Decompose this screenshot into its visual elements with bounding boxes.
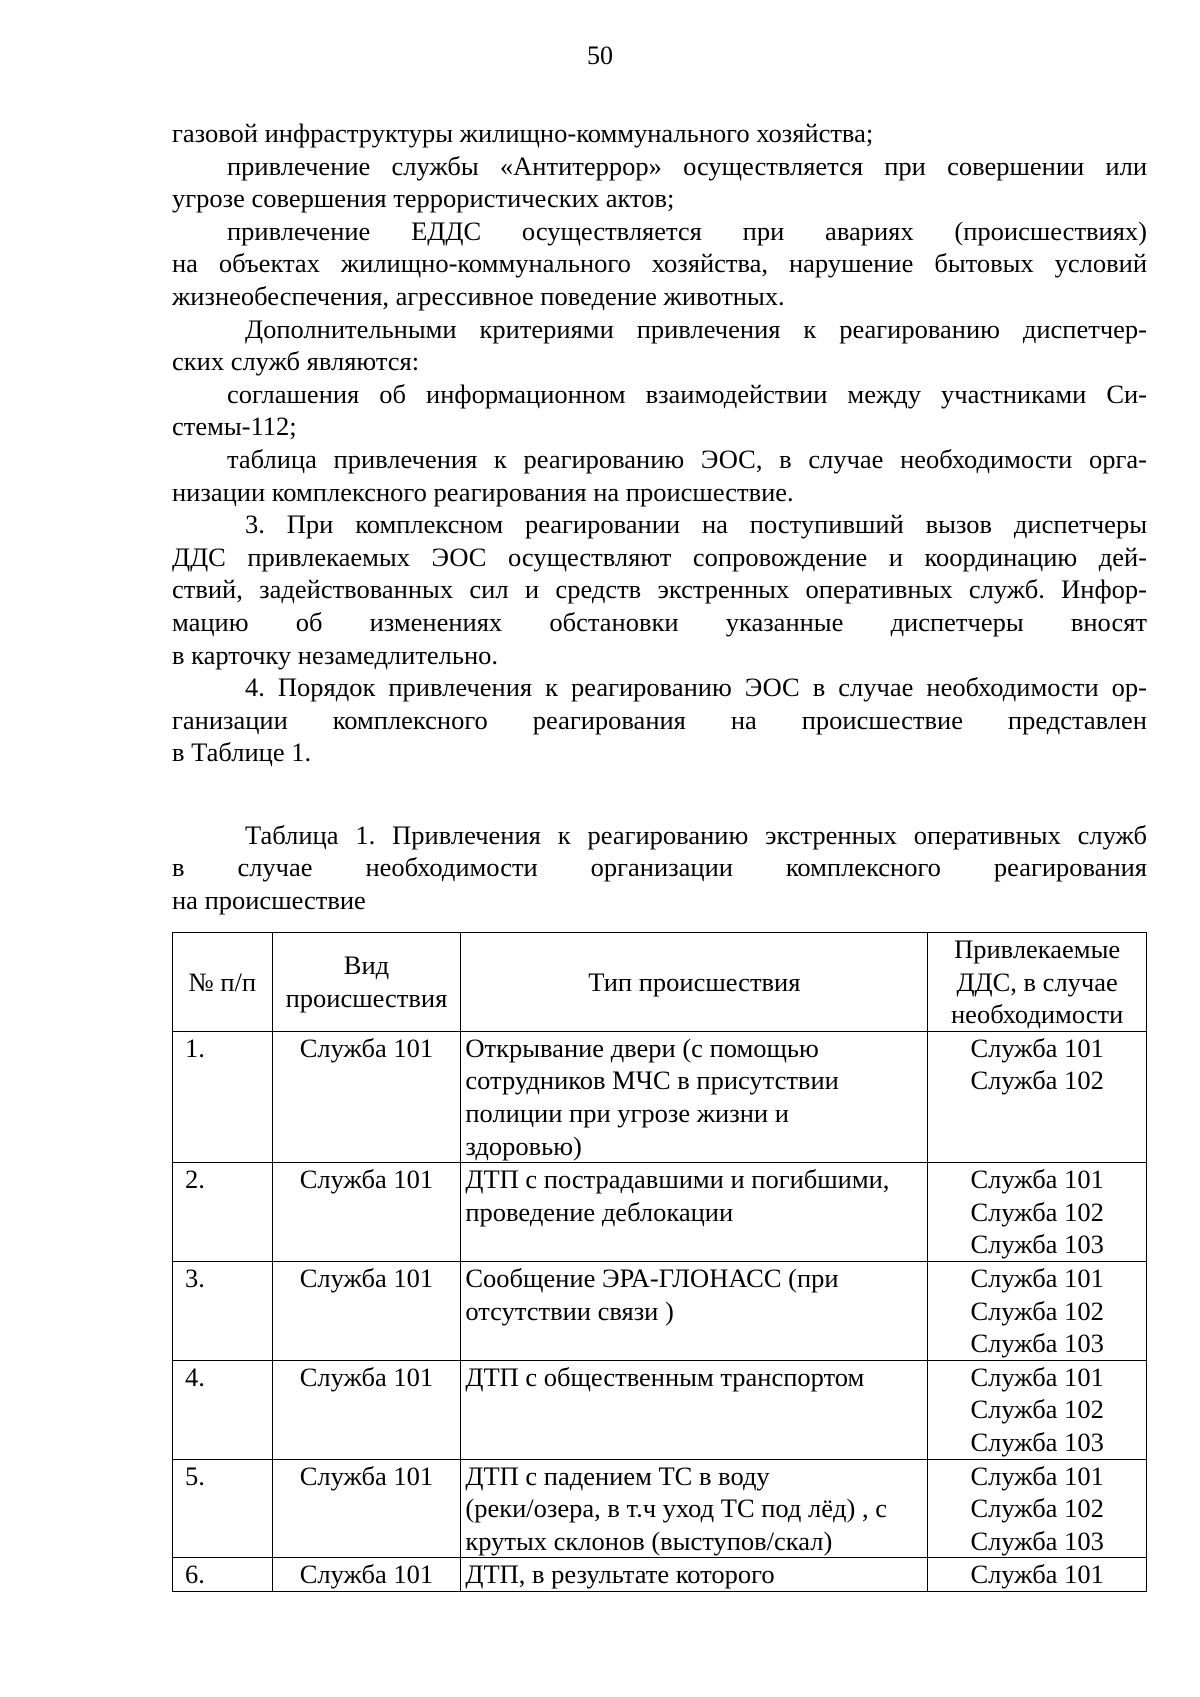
paragraph-line: соглашения об информационном взаимодействии между участниками Си- xyxy=(227,378,1147,409)
row-kind: Служба 101 xyxy=(272,1360,461,1459)
paragraph-line: таблица привлечения к реагированию ЭОС, в случае необходимости орга- xyxy=(227,443,1147,474)
row-type-line: сотрудников МЧС в присутствии xyxy=(465,1065,839,1096)
row-dds-line: Служба 103 xyxy=(970,1426,1104,1457)
row-type xyxy=(461,1031,928,1162)
row-dds-line: Служба 101 xyxy=(970,1032,1104,1063)
row-type-line: крутых склонов (выступов/скал) xyxy=(465,1525,833,1556)
row-type-line: ДТП с падением ТС в воду xyxy=(465,1460,770,1491)
row-type-line: проведение деблокации xyxy=(465,1196,734,1227)
header-kind-line: происшествия xyxy=(285,982,448,1013)
row-dds-line: Служба 102 xyxy=(970,1394,1104,1425)
row-dds-line: Служба 103 xyxy=(970,1328,1104,1359)
row-type-line: ДТП, в результате которого xyxy=(465,1559,775,1590)
row-kind: Служба 101 xyxy=(272,1031,461,1162)
paragraph-line: жизнеобеспечения, агрессивное поведение животных. xyxy=(172,280,785,311)
paragraph-line: в карточку незамедлительно. xyxy=(172,639,499,670)
row-number: 2. xyxy=(173,1163,273,1262)
row-type xyxy=(461,1558,928,1592)
row-number: 3. xyxy=(173,1261,273,1360)
row-type-line: здоровью) xyxy=(465,1130,582,1161)
page-number: 50 xyxy=(587,41,613,70)
table-row xyxy=(173,1163,1147,1262)
paragraph-line: стемы-112; xyxy=(172,411,297,442)
table-caption-line: в случае необходимости организации комплексного реагирования xyxy=(172,852,1147,883)
paragraph-line: Дополнительными критериями привлечения к реагированию диспетчер- xyxy=(245,313,1147,344)
paragraph-line: ских служб являются: xyxy=(172,346,420,377)
row-number: 1. xyxy=(173,1031,273,1162)
row-dds-line: Служба 103 xyxy=(970,1229,1104,1260)
paragraph-line: 3. При комплексном реагировании на поступивший вызов диспетчеры xyxy=(245,509,1147,540)
table-caption-line: на происшествие xyxy=(172,885,366,916)
header-num: № п/п xyxy=(173,933,273,1032)
document-body xyxy=(172,117,1147,917)
paragraph-line: на объектах жилищно-коммунального хозяйства, нарушение бытовых условий xyxy=(172,248,1147,279)
row-dds xyxy=(928,1558,1147,1592)
row-dds xyxy=(928,1360,1147,1459)
row-type-line: ДТП с пострадавшими и погибшими, xyxy=(465,1164,890,1195)
paragraph-line: ганизации комплексного реагирования на происшествие представлен xyxy=(172,704,1147,735)
table-header-row xyxy=(173,933,1147,1032)
services-table xyxy=(172,932,1147,1592)
row-kind: Служба 101 xyxy=(272,1261,461,1360)
paragraph-line: угрозе совершения террористических актов; xyxy=(172,183,675,214)
header-kind-line: Вид xyxy=(343,950,390,981)
paragraph-line: ствий, задействованных сил и средств экстренных оперативных служб. Инфор- xyxy=(172,574,1147,605)
row-dds-line: Служба 101 xyxy=(970,1164,1104,1195)
row-dds-line: Служба 102 xyxy=(970,1196,1104,1227)
row-type-line: полиции при угрозе жизни и xyxy=(465,1097,789,1128)
row-type-line: Сообщение ЭРА-ГЛОНАСС (при xyxy=(465,1262,839,1293)
row-dds-line: Служба 101 xyxy=(970,1559,1104,1590)
row-number: 4. xyxy=(173,1360,273,1459)
row-dds xyxy=(928,1163,1147,1262)
row-dds-line: Служба 103 xyxy=(970,1525,1104,1556)
paragraph-line: 4. Порядок привлечения к реагированию ЭОС в случае необходимости ор- xyxy=(245,672,1147,703)
row-type-line: отсутствии связи ) xyxy=(465,1295,674,1326)
row-dds xyxy=(928,1459,1147,1558)
row-kind: Служба 101 xyxy=(272,1459,461,1558)
paragraph-line: низации комплексного реагирования на происшествие. xyxy=(172,476,794,507)
row-dds-line: Служба 102 xyxy=(970,1493,1104,1524)
header-dds-line: ДДС, в случае xyxy=(956,966,1118,997)
row-dds-line: Служба 101 xyxy=(970,1460,1104,1491)
paragraph-line: в Таблице 1. xyxy=(172,737,312,768)
paragraph-line: привлечение службы «Антитеррор» осуществляется при совершении или xyxy=(227,150,1147,181)
table-row xyxy=(173,1558,1147,1592)
row-dds-line: Служба 102 xyxy=(970,1295,1104,1326)
table-caption-line: Таблица 1. Привлечения к реагированию экстренных оперативных служб xyxy=(245,819,1147,850)
header-type: Тип происшествия xyxy=(461,933,928,1032)
row-kind: Служба 101 xyxy=(272,1163,461,1262)
row-type xyxy=(461,1360,928,1459)
row-dds-line: Служба 101 xyxy=(970,1262,1104,1293)
table-row xyxy=(173,1360,1147,1459)
row-dds xyxy=(928,1031,1147,1162)
header-kind xyxy=(272,933,461,1032)
row-number: 6. xyxy=(173,1558,273,1592)
row-number: 5. xyxy=(173,1459,273,1558)
row-dds-line: Служба 102 xyxy=(970,1065,1104,1096)
row-dds-line: Служба 101 xyxy=(970,1361,1104,1392)
row-type xyxy=(461,1459,928,1558)
table-row xyxy=(173,1459,1147,1558)
paragraph-line: мацию об изменениях обстановки указанные диспетчеры вносят xyxy=(172,606,1147,637)
paragraph-line: ДДС привлекаемых ЭОС осуществляют сопровождение и координацию дей- xyxy=(172,541,1147,572)
paragraph-line: газовой инфраструктуры жилищно-коммунального хозяйства; xyxy=(172,118,874,148)
row-type-line: Открывание двери (с помощью xyxy=(465,1032,819,1063)
table-body xyxy=(173,1031,1147,1591)
row-dds xyxy=(928,1261,1147,1360)
header-dds-line: Привлекаемые xyxy=(954,934,1121,964)
table-row xyxy=(173,1031,1147,1162)
row-type xyxy=(461,1261,928,1360)
header-dds-line: необходимости xyxy=(951,999,1124,1030)
header-dds xyxy=(928,933,1147,1032)
row-type-line: ДТП с общественным транспортом xyxy=(465,1361,865,1392)
row-kind: Служба 101 xyxy=(272,1558,461,1592)
row-type-line: (реки/озера, в т.ч уход ТС под лёд) , с xyxy=(465,1493,887,1524)
table-row xyxy=(173,1261,1147,1360)
row-type xyxy=(461,1163,928,1262)
paragraph-line: привлечение ЕДДС осуществляется при авариях (происшествиях) xyxy=(227,215,1147,246)
